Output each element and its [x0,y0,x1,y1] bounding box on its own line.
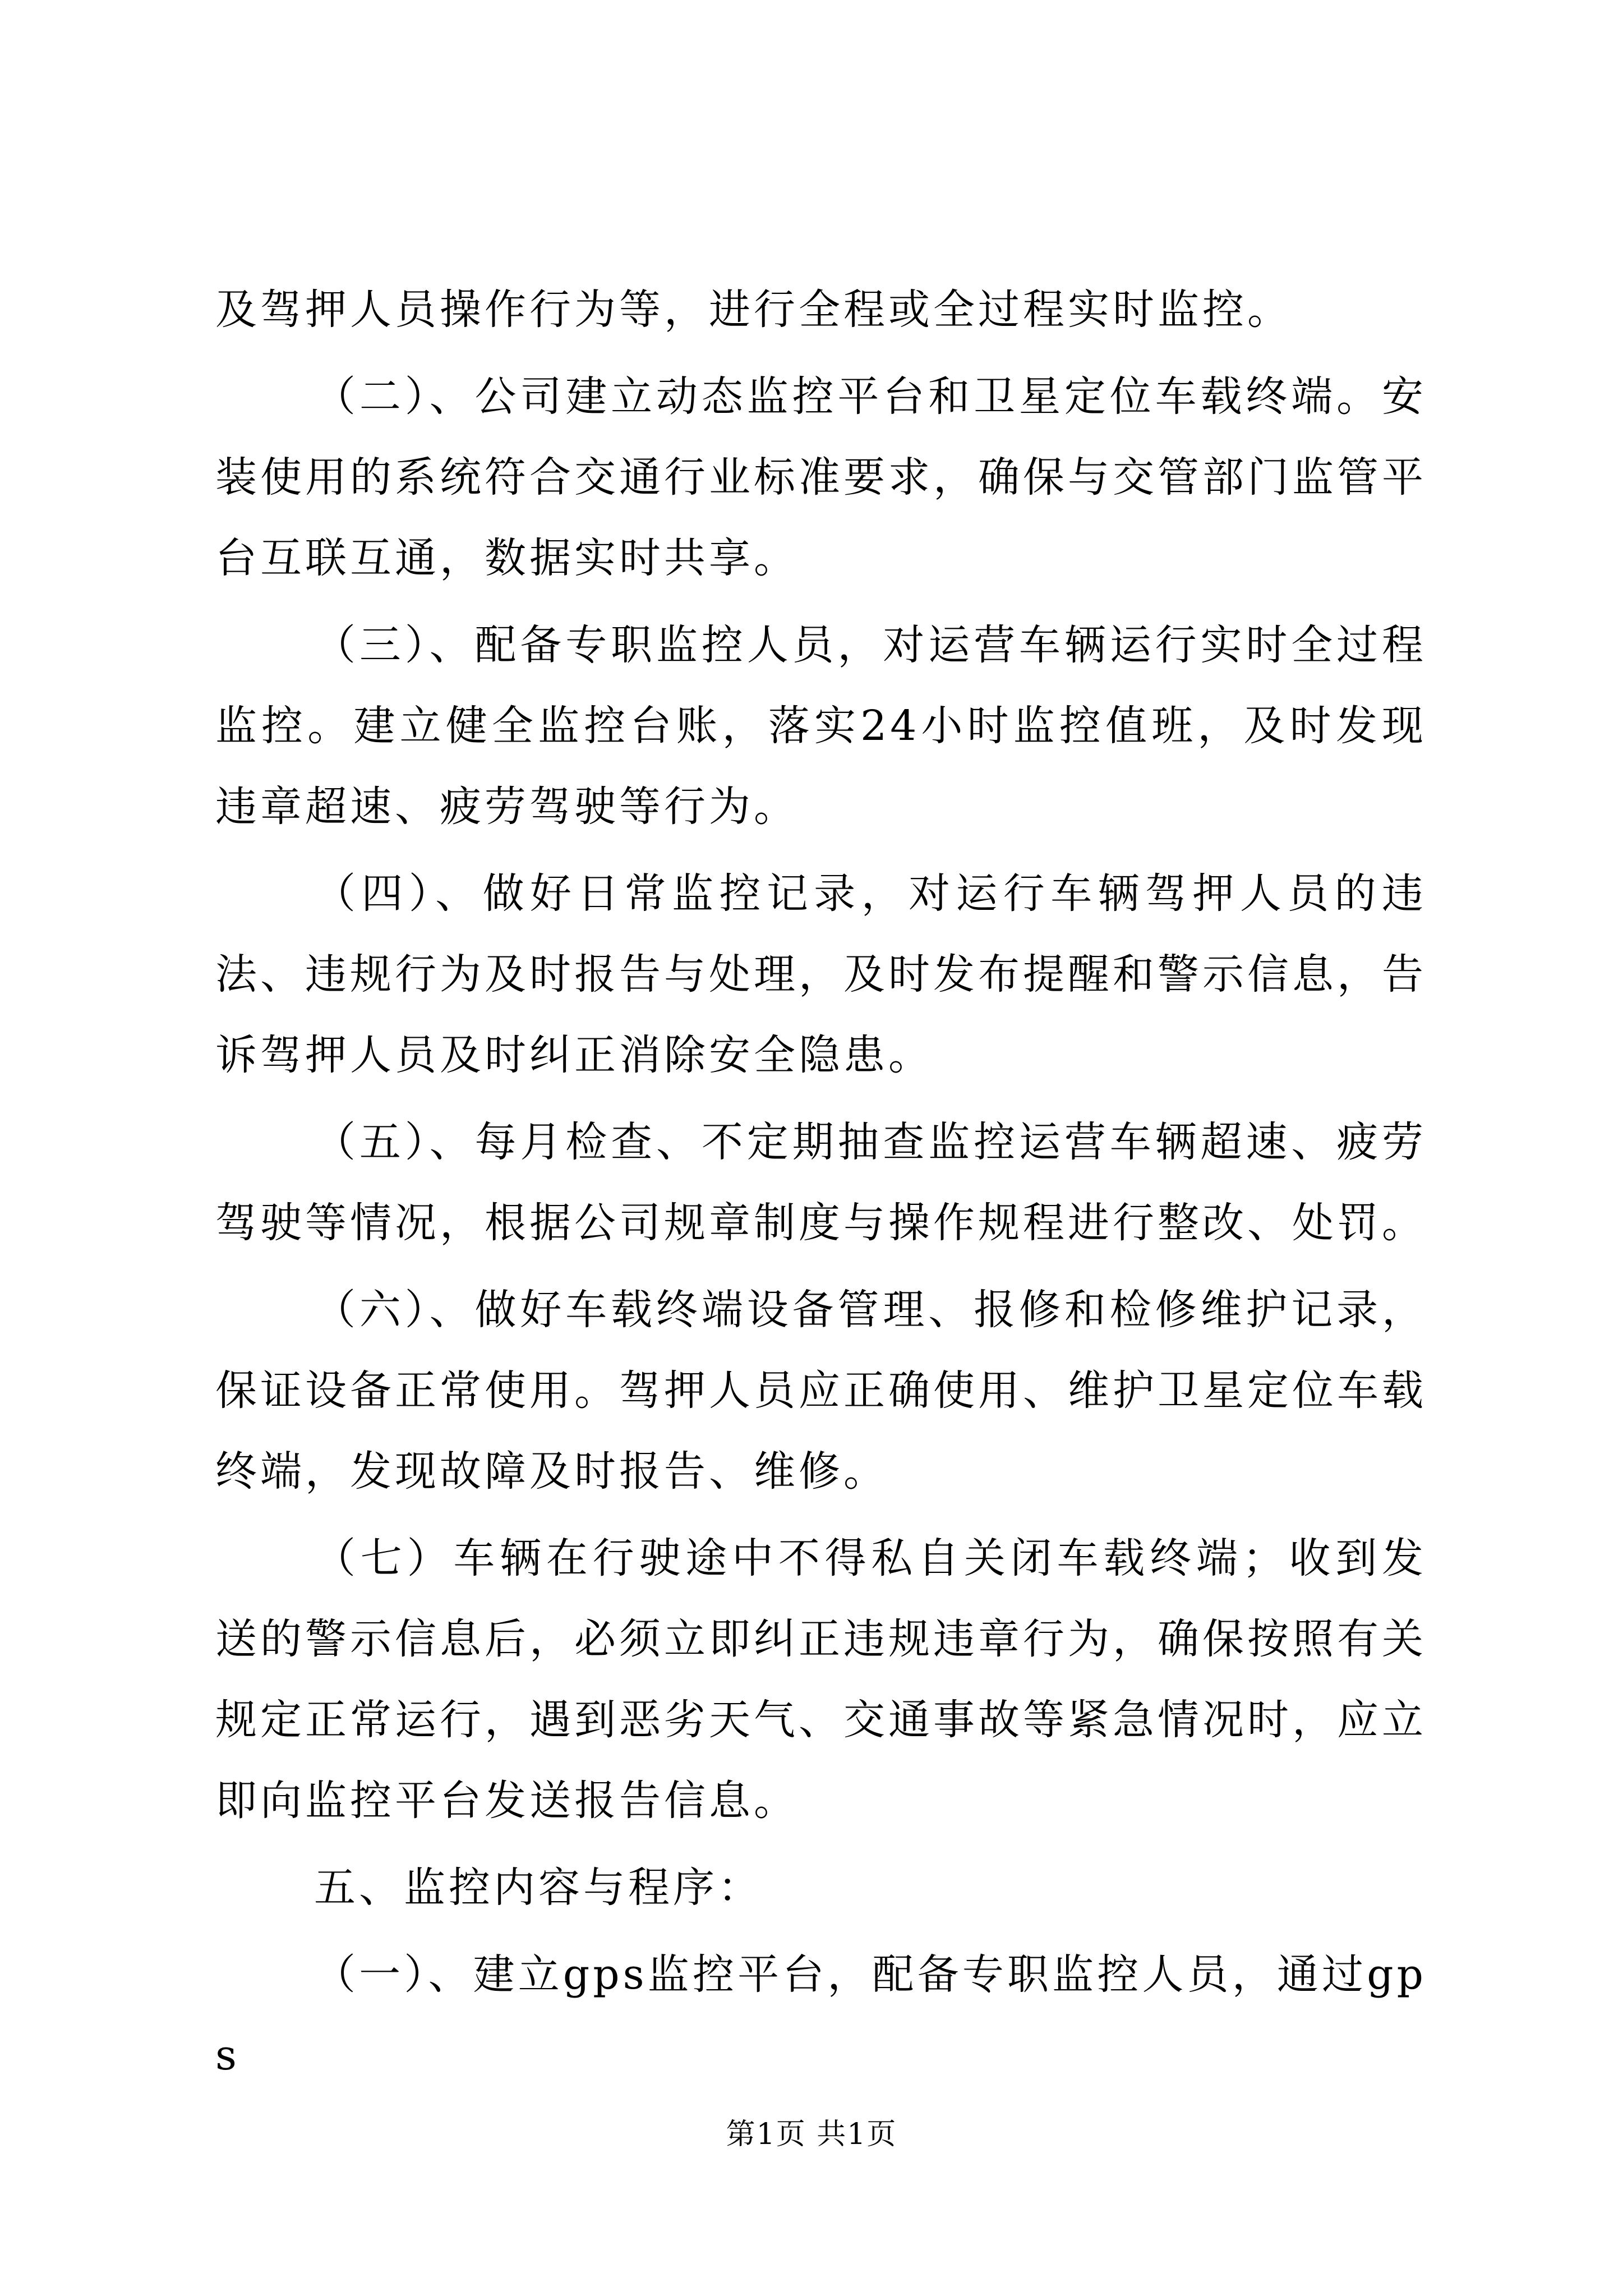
document-body [215,269,1427,2102]
paragraph-item-3: （三）、配备专职监控人员，对运营车辆运行实时全过程监控。建立健全监控台账，落实24小时监控值班，及时发现违章超速、疲劳驾驶等行为。 [215,621,1427,831]
paragraph-item-2: （二）、公司建立动态监控平台和卫星定位车载终端。安装使用的系统符合交通行业标准要求，确保与交管部门监管平台互联互通，数据实时共享。 [215,372,1427,582]
paragraph-item-4: （四）、做好日常监控记录，对运行车辆驾押人员的违法、违规行为及时报告与处理，及时发布提醒和警示信息，告诉驾押人员及时纠正消除安全隐患。 [215,869,1427,1079]
paragraph-item-7: （七）车辆在行驶途中不得私自关闭车载终端；收到发送的警示信息后，必须立即纠正违规违章行为，确保按照有关规定正常运行，遇到恶劣天气、交通事故等紧急情况时，应立即向监控平台发送报告信息。 [215,1534,1427,1825]
section-heading: 五、监控内容与程序： [314,1864,763,1912]
paragraph-subitem-1: （一）、建立gps监控平台，配备专职监控人员，通过gps [215,1950,1427,2079]
paragraph-continuation: 及驾押人员操作行为等，进行全程或全过程实时监控。 [215,286,1292,334]
paragraph-item-5: （五）、每月检查、不定期抽查监控运营车辆超速、疲劳驾驶等情况，根据公司规章制度与操作规程进行整改、处罚。 [215,1118,1427,1247]
paragraph-item-6: （六）、做好车载终端设备管理、报修和检修维护记录，保证设备正常使用。驾押人员应正确使用、维护卫星定位车载终端，发现故障及时报告、维修。 [215,1286,1427,1496]
page-number: 第1页 共1页 [726,2118,897,2151]
page-footer [0,2115,1623,2154]
